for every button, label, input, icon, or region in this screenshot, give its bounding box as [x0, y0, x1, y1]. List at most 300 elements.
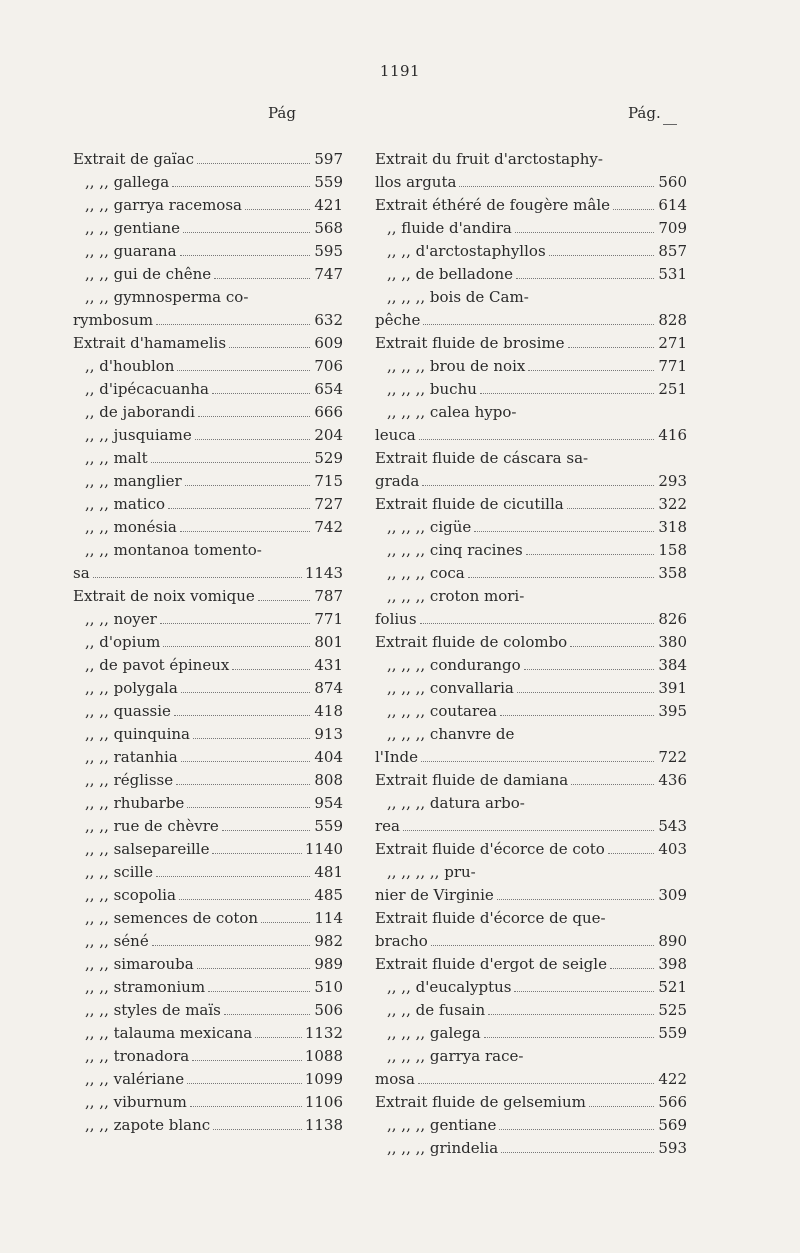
entry-text: ,, ,, ,, coutarea: [387, 702, 497, 720]
page-reference: 801: [314, 633, 343, 651]
index-entry-continued: ,, ,, ,, croton mori-: [387, 587, 525, 605]
index-entry: [73, 746, 343, 769]
page-number: 1191: [379, 62, 421, 80]
index-entry: [73, 884, 343, 907]
entry-text: ,, ,, de belladone: [387, 265, 514, 283]
index-entry: [73, 976, 343, 999]
index-entry: [73, 1091, 343, 1114]
entry-text: ,, ,, garrya racemosa: [85, 196, 242, 214]
dot-leader: [224, 1013, 310, 1015]
page-reference: 826: [658, 610, 687, 628]
dot-leader: [222, 829, 310, 831]
page-reference: 384: [658, 656, 687, 674]
index-entry-continued: ,, ,, ,, datura arbo-: [387, 794, 525, 812]
dot-leader: [459, 185, 654, 187]
dot-leader: [488, 1013, 654, 1015]
dot-leader: [179, 898, 310, 900]
entry-text: rymbosum: [73, 311, 154, 329]
dot-leader: [420, 622, 654, 624]
page-reference: 727: [314, 495, 343, 513]
entry-text: ,, d'ipécacuanha: [85, 380, 209, 398]
dot-leader: [423, 323, 654, 325]
entry-text: Extrait fluide de cicutilla: [375, 495, 564, 513]
page-reference: 828: [658, 311, 687, 329]
page-reference: 1106: [304, 1093, 343, 1111]
entry-text: ,, ,, gui de chêne: [85, 265, 212, 283]
entry-text: ,, ,, scopolia: [85, 886, 176, 904]
page-reference: 271: [658, 334, 687, 352]
index-entry-continued: ,, ,, gymnosperma co-: [85, 288, 249, 306]
entry-text: ,, ,, tronadora: [85, 1047, 190, 1065]
page-reference: 531: [658, 265, 687, 283]
dot-leader: [419, 438, 654, 440]
index-entry: [73, 562, 343, 585]
index-entry: [73, 1068, 343, 1091]
dot-leader: [168, 507, 310, 509]
index-entry: [73, 401, 343, 424]
index-entry: [375, 884, 687, 907]
dot-leader: [484, 1036, 654, 1038]
index-entry: [73, 355, 343, 378]
page-reference: 114: [314, 909, 343, 927]
entry-text: Extrait fluide de damiana: [375, 771, 569, 789]
index-entry: [375, 631, 687, 654]
entry-text: ,, ,, simarouba: [85, 955, 194, 973]
index-entry: [375, 976, 687, 999]
entry-text: ,, fluide d'andira: [387, 219, 512, 237]
page-reference: 559: [314, 173, 343, 191]
entry-text: ,, d'houblon: [85, 357, 175, 375]
dot-leader: [183, 231, 310, 233]
dot-leader: [208, 990, 310, 992]
dot-leader: [608, 852, 654, 854]
page-reference: 421: [314, 196, 343, 214]
index-entry: [375, 608, 687, 631]
page-reference: 481: [314, 863, 343, 881]
index-entry: [73, 930, 343, 953]
dot-leader: [212, 392, 310, 394]
entry-text: Extrait éthéré de fougère mâle: [375, 196, 611, 214]
index-entry: [375, 332, 687, 355]
entry-text: ,, ,, ,, cinq racines: [387, 541, 523, 559]
entry-text: ,, ,, ratanhia: [85, 748, 178, 766]
entry-text: ,, ,, ,, cigüe: [387, 518, 472, 536]
index-entry: [375, 769, 687, 792]
dot-leader: [181, 760, 310, 762]
index-entry: [73, 700, 343, 723]
index-entry: [73, 723, 343, 746]
index-entry: [73, 1114, 343, 1137]
dot-leader: [195, 438, 310, 440]
dot-leader: [185, 484, 310, 486]
dot-leader: [177, 369, 310, 371]
index-entry: [375, 1114, 687, 1137]
dot-leader: [613, 208, 654, 210]
index-entry: [375, 746, 687, 769]
page-reference: 715: [314, 472, 343, 490]
index-entry: [73, 999, 343, 1022]
entry-text: ,, ,, viburnum: [85, 1093, 187, 1111]
page-reference: 632: [314, 311, 343, 329]
index-entry: [73, 447, 343, 470]
page-reference: 309: [658, 886, 687, 904]
index-entry: [375, 240, 687, 263]
dot-leader: [474, 530, 654, 532]
page-reference: 989: [314, 955, 343, 973]
dot-leader: [190, 1105, 302, 1107]
index-entry: [375, 516, 687, 539]
index-entry: [375, 815, 687, 838]
entry-text: Extrait de noix vomique: [73, 587, 255, 605]
dot-leader: [152, 944, 310, 946]
page-reference: 529: [314, 449, 343, 467]
page-reference: 857: [658, 242, 687, 260]
index-entry: [73, 240, 343, 263]
dot-leader: [468, 576, 654, 578]
index-entry: [375, 424, 687, 447]
index-entry: [375, 1137, 687, 1160]
index-entry: [73, 792, 343, 815]
entry-text: grada: [375, 472, 420, 490]
dot-leader: [151, 461, 310, 463]
index-entry: [73, 217, 343, 240]
page-reference: 525: [658, 1001, 687, 1019]
index-entry: [73, 470, 343, 493]
page-reference: 593: [658, 1139, 687, 1157]
entry-text: ,, ,, styles de maïs: [85, 1001, 221, 1019]
dot-leader: [549, 254, 654, 256]
entry-text: ,, ,, valériane: [85, 1070, 185, 1088]
dot-leader: [255, 1036, 302, 1038]
dot-leader: [245, 208, 310, 210]
dot-leader: [156, 875, 310, 877]
entry-text: ,, ,, ,, buchu: [387, 380, 477, 398]
index-entry: [73, 516, 343, 539]
page-reference: 380: [658, 633, 687, 651]
index-entry-continued: Extrait du fruit d'arctostaphy-: [375, 150, 603, 168]
dot-leader: [156, 323, 310, 325]
index-entry: [73, 677, 343, 700]
entry-text: ,, ,, matico: [85, 495, 166, 513]
page-reference: 1143: [304, 564, 343, 582]
page-reference: 569: [658, 1116, 687, 1134]
entry-text: ,, ,, ,, condurango: [387, 656, 521, 674]
page-reference: 404: [314, 748, 343, 766]
entry-text: ,, ,, rhubarbe: [85, 794, 185, 812]
index-entry-continued: Extrait fluide d'écorce de que-: [375, 909, 606, 927]
dot-leader: [193, 737, 310, 739]
entry-text: ,, ,, ,, brou de noix: [387, 357, 526, 375]
index-entry: [375, 194, 687, 217]
dot-leader: [524, 668, 654, 670]
entry-text: ,, ,, ,, coca: [387, 564, 465, 582]
entry-text: ,, ,, jusquiame: [85, 426, 192, 444]
index-entry: [73, 263, 343, 286]
dot-leader: [163, 645, 310, 647]
entry-text: ,, ,, zapote blanc: [85, 1116, 211, 1134]
dot-leader: [526, 553, 654, 555]
dot-leader: [528, 369, 654, 371]
page-reference: 510: [314, 978, 343, 996]
dot-leader: [232, 668, 310, 670]
page-reference: 559: [314, 817, 343, 835]
index-entry: [375, 309, 687, 332]
entry-text: sa: [73, 564, 90, 582]
page-reference: 391: [658, 679, 687, 697]
page-reference: 722: [658, 748, 687, 766]
dot-leader: [514, 990, 654, 992]
dot-leader: [501, 1151, 654, 1153]
index-entry: [73, 631, 343, 654]
index-entry: [375, 654, 687, 677]
page-reference: 1138: [304, 1116, 343, 1134]
index-entry: [73, 815, 343, 838]
page-reference: 609: [314, 334, 343, 352]
entry-text: ,, ,, ,, galega: [387, 1024, 481, 1042]
entry-text: ,, ,, ,, gentiane: [387, 1116, 497, 1134]
right-index-column: [375, 148, 687, 1160]
page-reference: 595: [314, 242, 343, 260]
entry-text: folius: [375, 610, 417, 628]
index-entry: [375, 953, 687, 976]
page-reference: 666: [314, 403, 343, 421]
dot-leader: [261, 921, 310, 923]
index-entry: [375, 171, 687, 194]
index-entry: [375, 470, 687, 493]
entry-text: ,, ,, ,, convallaria: [387, 679, 514, 697]
dot-leader: [229, 346, 310, 348]
dot-leader: [499, 1128, 654, 1130]
page-reference: 418: [314, 702, 343, 720]
index-entry: [375, 930, 687, 953]
entry-text: ,, ,, salsepareille: [85, 840, 210, 858]
page-reference: 954: [314, 794, 343, 812]
page-reference: 787: [314, 587, 343, 605]
entry-text: llos arguta: [375, 173, 457, 191]
left-column-header: Pág: [268, 104, 296, 122]
page-reference: 506: [314, 1001, 343, 1019]
page-reference: 293: [658, 472, 687, 490]
page-reference: 913: [314, 725, 343, 743]
page-reference: 1088: [304, 1047, 343, 1065]
dot-leader: [198, 415, 310, 417]
page-reference: 890: [658, 932, 687, 950]
entry-text: ,, ,, polygala: [85, 679, 178, 697]
dot-leader: [160, 622, 310, 624]
index-entry: [375, 700, 687, 723]
entry-text: ,, ,, talauma mexicana: [85, 1024, 253, 1042]
page-reference: 559: [658, 1024, 687, 1042]
dot-leader: [567, 507, 654, 509]
entry-text: ,, ,, scille: [85, 863, 153, 881]
dot-leader: [497, 898, 654, 900]
page-reference: 808: [314, 771, 343, 789]
index-entry: [73, 608, 343, 631]
dot-leader: [570, 645, 654, 647]
page-reference: 1140: [304, 840, 343, 858]
index-entry-continued: ,, ,, ,, calea hypo-: [387, 403, 517, 421]
page-reference: 158: [658, 541, 687, 559]
page-reference: 560: [658, 173, 687, 191]
index-entry: [375, 355, 687, 378]
dot-leader: [180, 254, 310, 256]
index-entry: [375, 677, 687, 700]
index-entry: [73, 1022, 343, 1045]
page-reference: 485: [314, 886, 343, 904]
entry-text: ,, ,, noyer: [85, 610, 157, 628]
dot-leader: [515, 231, 654, 233]
entry-text: ,, ,, malt: [85, 449, 148, 467]
dot-leader: [568, 346, 655, 348]
index-entry: [73, 171, 343, 194]
index-entry-continued: ,, ,, ,, chanvre de: [387, 725, 515, 743]
index-entry: [375, 263, 687, 286]
entry-text: Extrait fluide de colombo: [375, 633, 568, 651]
index-entry: [375, 217, 687, 240]
index-entry-continued: Extrait fluide de cáscara sa-: [375, 449, 589, 467]
index-entry: [73, 148, 343, 171]
dot-leader: [418, 1082, 654, 1084]
dot-leader: [180, 530, 310, 532]
dot-leader: [500, 714, 654, 716]
index-entry: [375, 562, 687, 585]
dot-leader: [212, 852, 301, 854]
entry-text: ,, ,, gentiane: [85, 219, 181, 237]
index-entry: [375, 493, 687, 516]
page-reference: 709: [658, 219, 687, 237]
page-reference: 874: [314, 679, 343, 697]
index-entry: [73, 378, 343, 401]
index-entry: [73, 838, 343, 861]
entry-text: Extrait fluide d'ergot de seigle: [375, 955, 607, 973]
entry-text: leuca: [375, 426, 416, 444]
dot-leader: [403, 829, 654, 831]
page-reference: 398: [658, 955, 687, 973]
dot-leader: [187, 1082, 302, 1084]
dot-leader: [192, 1059, 302, 1061]
entry-text: ,, ,, semences de coton: [85, 909, 259, 927]
page-reference: 982: [314, 932, 343, 950]
index-entry: [73, 1045, 343, 1068]
dot-leader: [516, 277, 654, 279]
index-entry: [375, 378, 687, 401]
page-reference: 204: [314, 426, 343, 444]
page-reference: 543: [658, 817, 687, 835]
page-reference: 422: [658, 1070, 687, 1088]
page-reference: 706: [314, 357, 343, 375]
dot-leader: [517, 691, 654, 693]
index-entry: [375, 1091, 687, 1114]
index-entry: [73, 953, 343, 976]
entry-text: Extrait de gaïac: [73, 150, 195, 168]
entry-text: ,, ,, monésia: [85, 518, 177, 536]
entry-text: nier de Virginie: [375, 886, 494, 904]
index-entry: [375, 999, 687, 1022]
entry-text: pêche: [375, 311, 421, 329]
entry-text: ,, ,, ,, grindelia: [387, 1139, 499, 1157]
page-reference: 358: [658, 564, 687, 582]
page-reference: 566: [658, 1093, 687, 1111]
dot-leader: [258, 599, 310, 601]
index-entry: [73, 493, 343, 516]
dot-leader: [197, 967, 310, 969]
dot-leader: [181, 691, 310, 693]
page-reference: 431: [314, 656, 343, 674]
entry-text: ,, ,, réglisse: [85, 771, 174, 789]
entry-text: rea: [375, 817, 400, 835]
dot-leader: [431, 944, 654, 946]
index-entry: [73, 585, 343, 608]
entry-text: ,, ,, d'arctostaphyllos: [387, 242, 546, 260]
page-reference: 403: [658, 840, 687, 858]
entry-text: ,, ,, d'eucalyptus: [387, 978, 512, 996]
dot-leader: [176, 783, 310, 785]
entry-text: Extrait fluide d'écorce de coto: [375, 840, 605, 858]
index-entry: [375, 1068, 687, 1091]
index-entry-continued: ,, ,, ,, garrya race-: [387, 1047, 524, 1065]
dot-leader: [197, 162, 310, 164]
dot-leader: [172, 185, 310, 187]
index-entry: [73, 861, 343, 884]
page-reference: 395: [658, 702, 687, 720]
page-reference: 318: [658, 518, 687, 536]
entry-text: ,, ,, gallega: [85, 173, 170, 191]
index-entry: [73, 654, 343, 677]
page-reference: 251: [658, 380, 687, 398]
page-reference: 742: [314, 518, 343, 536]
entry-text: bracho: [375, 932, 428, 950]
entry-text: mosa: [375, 1070, 415, 1088]
entry-text: ,, ,, stramonium: [85, 978, 206, 996]
page-reference: 436: [658, 771, 687, 789]
page-reference: 614: [658, 196, 687, 214]
page-reference: 322: [658, 495, 687, 513]
dot-leader: [422, 484, 654, 486]
page-reference: 771: [658, 357, 687, 375]
dot-leader: [610, 967, 654, 969]
page-reference: 654: [314, 380, 343, 398]
dot-leader: [480, 392, 654, 394]
dot-leader: [187, 806, 310, 808]
entry-text: ,, ,, séné: [85, 932, 149, 950]
index-entry-continued: ,, ,, ,, bois de Cam-: [387, 288, 529, 306]
page-reference: 597: [314, 150, 343, 168]
page-reference: 771: [314, 610, 343, 628]
dot-leader: [589, 1105, 654, 1107]
entry-text: ,, de jaborandi: [85, 403, 195, 421]
index-entry: [73, 309, 343, 332]
page-reference: 416: [658, 426, 687, 444]
index-entry: [375, 838, 687, 861]
entry-text: ,, ,, manglier: [85, 472, 182, 490]
page-reference: 1099: [304, 1070, 343, 1088]
index-entry: [375, 539, 687, 562]
page-reference: 568: [314, 219, 343, 237]
entry-text: ,, ,, quassie: [85, 702, 171, 720]
header-rule: [663, 124, 677, 125]
entry-text: ,, ,, de fusain: [387, 1001, 486, 1019]
dot-leader: [213, 1128, 302, 1130]
entry-text: ,, de pavot épineux: [85, 656, 230, 674]
entry-text: ,, ,, quinquina: [85, 725, 190, 743]
entry-text: l'Inde: [375, 748, 418, 766]
entry-text: Extrait fluide de gelsemium: [375, 1093, 586, 1111]
entry-text: ,, ,, rue de chèvre: [85, 817, 219, 835]
dot-leader: [421, 760, 654, 762]
dot-leader: [93, 576, 302, 578]
page-reference: 747: [314, 265, 343, 283]
dot-leader: [174, 714, 310, 716]
